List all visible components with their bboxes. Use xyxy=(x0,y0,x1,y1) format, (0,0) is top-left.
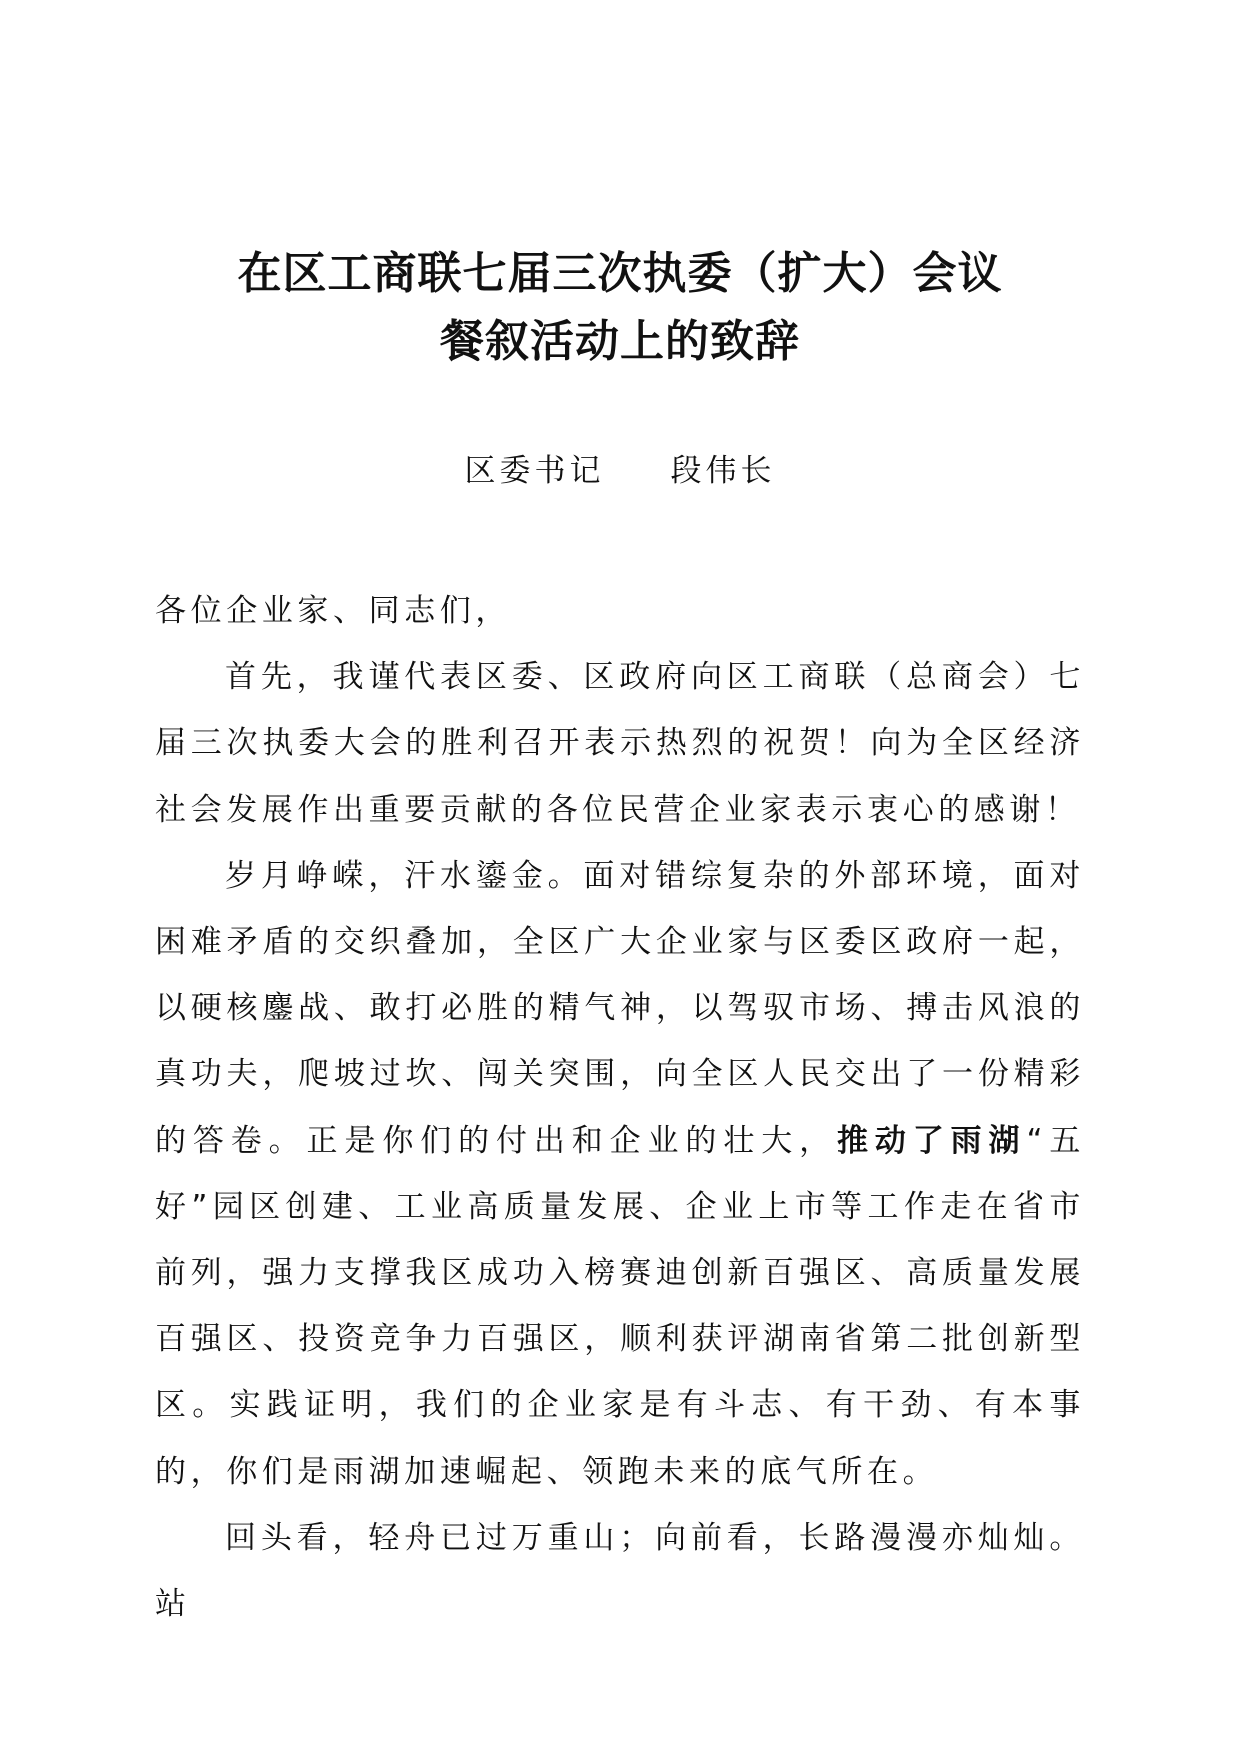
paragraph-2 xyxy=(155,843,1085,1505)
author-position: 区委书记 xyxy=(464,453,605,489)
salutation: 各位企业家、同志们， xyxy=(155,593,511,629)
paragraph-3: 回头看，轻舟已过万重山；向前看，长路漫漫亦灿灿。站 xyxy=(155,1519,1085,1623)
document-body xyxy=(155,578,1085,1637)
paragraph-2-bold-text: 推动了雨湖 xyxy=(837,1122,1027,1159)
paragraph-2-part-2: “五好”园区创建、工业高质量发展、企业上市等工作走在省市前列，强力支撑我区成功入榜赛迪创新百强区、高质量发展百强区、投资竞争力百强区，顺利获评湖南省第二批创新型区。实践证明，我们的企业家是有斗志、有干劲、有本事的，你们是雨湖加速崛起、领跑未来的底气所在。 xyxy=(155,1122,1086,1490)
document-title-line-1: 在区工商联七届三次执委（扩大）会议 xyxy=(237,248,1003,299)
paragraph-1: 首先，我谨代表区委、区政府向区工商联（总商会）七届三次执委大会的胜利召开表示热烈的祝贺！向为全区经济社会发展作出重要贡献的各位民营企业家表示衷心的感谢！ xyxy=(155,659,1085,828)
document-title-line-2: 餐叙活动上的致辞 xyxy=(440,316,800,367)
paragraph-2-part-1: 岁月峥嵘，汗水鎏金。面对错综复杂的外部环境，面对困难矛盾的交织叠加，全区广大企业家与区委区政府一起，以硬核鏖战、敢打必胜的精气神，以驾驭市场、搏击风浪的真功夫，爬坡过坎、闯关突围，向全区人民交出了一份精彩的答卷。正是你们的付出和企业的壮大， xyxy=(155,857,1085,1159)
byline xyxy=(0,446,1240,496)
author-name: 段伟长 xyxy=(670,453,776,489)
